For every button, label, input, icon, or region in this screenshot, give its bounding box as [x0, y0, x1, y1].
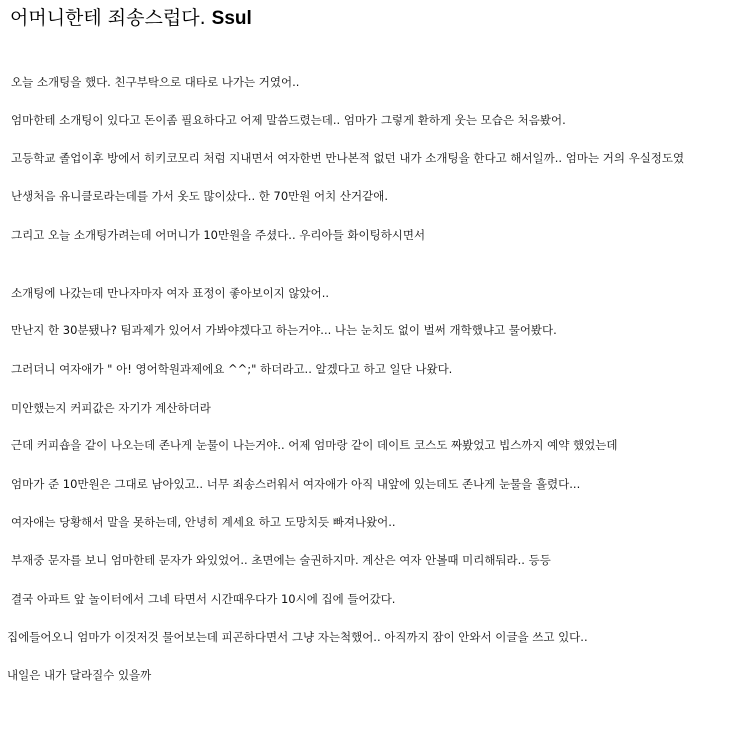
post-title — [10, 6, 252, 31]
paragraph-line: 그러더니 여자애가 " 아! 영어학원과제에요 ^^;" 하더라고.. 알겠다고 하고 일단 나왔다. — [11, 362, 453, 376]
paragraph-line: 부재중 문자를 보니 엄마한테 문자가 와있었어.. 초면에는 술권하지마. 계산은 여자 안볼때 미리해둬라.. 등등 — [11, 553, 551, 567]
paragraph-line: 내일은 내가 달라질수 있을까 — [7, 668, 152, 682]
paragraph-line: 엄마가 준 10만원은 그대로 남아있고.. 너무 죄송스러워서 여자애가 아직 내앞에 있는데도 존나게 눈물을 흘렸다... — [11, 477, 581, 491]
paragraph-line: 소개팅에 나갔는데 만나자마자 여자 표정이 좋아보이지 않았어.. — [11, 286, 330, 300]
paragraph-line: 그리고 오늘 소개팅가려는데 어머니가 10만원을 주셨다.. 우리아들 화이팅하시면서 — [11, 228, 426, 242]
post-title-english: Ssul — [211, 8, 252, 29]
paragraph-line: 여자애는 당황해서 말을 못하는데, 안녕히 계세요 하고 도망치듯 빠져나왔어.. — [11, 515, 396, 529]
paragraph-line: 난생처음 유니클로라는데를 가서 옷도 많이샀다.. 한 70만원 어치 산거같애. — [11, 189, 389, 203]
paragraph-line: 집에들어오니 엄마가 이것저것 물어보는데 피곤하다면서 그냥 자는척했어.. 아직까지 잠이 안와서 이글을 쓰고 있다.. — [7, 630, 588, 644]
paragraph-line: 결국 아파트 앞 놀이터에서 그네 타면서 시간때우다가 10시에 집에 들어갔다. — [11, 592, 396, 606]
post-title-korean: 어머니한테 죄송스럽다. — [10, 7, 206, 29]
paragraph-line: 만난지 한 30분됐나? 팀과제가 있어서 가봐야겠다고 하는거야... 나는 눈치도 없이 벌써 개학했냐고 물어봤다. — [11, 323, 557, 337]
paragraph-line: 엄마한테 소개팅이 있다고 돈이좀 필요하다고 어제 말씀드렸는데.. 엄마가 그렇게 환하게 웃는 모습은 처음봤어. — [11, 113, 566, 127]
paragraph-line: 미안했는지 커피값은 자기가 계산하더라 — [11, 401, 211, 415]
paragraph-line: 근데 커피숍을 같이 나오는데 존나게 눈물이 나는거야.. 어제 엄마랑 같이 데이트 코스도 짜봤었고 빕스까지 예약 했었는데 — [11, 438, 618, 452]
paragraph-line: 고등학교 졸업이후 방에서 히키코모리 처럼 지내면서 여자한번 만나본적 없던 내가 소개팅을 한다고 해서일까.. 엄마는 거의 우실정도였 — [11, 151, 685, 165]
paragraph-line: 오늘 소개팅을 했다. 친구부탁으로 대타로 나가는 거였어.. — [11, 75, 300, 89]
